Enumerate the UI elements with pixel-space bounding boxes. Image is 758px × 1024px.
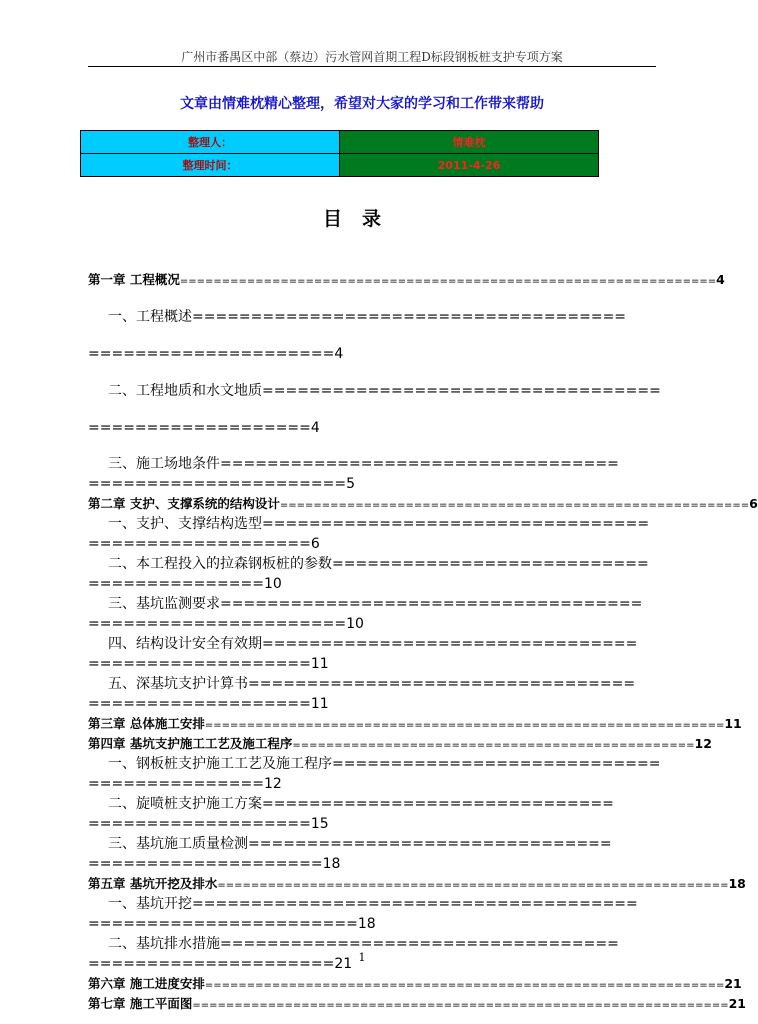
toc-section-2-1-cont — [88, 534, 658, 554]
toc-leader: ===================== — [88, 956, 335, 972]
toc-leader: ================================================ — [292, 740, 695, 751]
toc-page: 10 — [346, 616, 364, 632]
toc-section-4-3[interactable] — [88, 834, 658, 854]
toc-leader: ============================================================== — [204, 980, 725, 991]
toc-page: 10 — [263, 576, 282, 592]
toc-section-2-3[interactable] — [88, 594, 658, 614]
toc-leader: =================== — [88, 696, 311, 712]
toc-entry-title: 三、基坑监测要求 — [108, 596, 220, 612]
toc-entry-title: 一、支护、支撑结构选型 — [108, 516, 262, 532]
toc-page: 5 — [346, 476, 355, 492]
toc-section-2-1[interactable] — [88, 514, 658, 534]
toc-section-2-5-cont — [88, 694, 658, 714]
toc-section-4-3-cont — [88, 854, 658, 874]
toc-section-1-3-cont — [88, 474, 658, 494]
table-row — [81, 131, 599, 154]
toc-leader: =================== — [88, 656, 311, 672]
toc-leader: ==================== — [88, 856, 323, 872]
toc-chapter-6[interactable] — [88, 974, 742, 994]
page-number: 1 — [358, 951, 366, 964]
toc-entry-title: 一、钢板桩支护施工工艺及施工程序 — [108, 756, 332, 772]
toc-entry-title: 二、旋喷桩支护施工方案 — [108, 796, 262, 812]
toc-section-4-2[interactable] — [88, 794, 658, 814]
toc-section-5-1-cont — [88, 914, 658, 934]
toc-leader: ======================= — [88, 916, 358, 932]
toc-chapter-1[interactable] — [88, 270, 725, 290]
toc-page: 12 — [694, 736, 712, 751]
toc-page: 18 — [357, 916, 376, 932]
toc-chapter-2[interactable] — [88, 494, 758, 514]
toc-section-1-3[interactable] — [88, 454, 658, 474]
toc-entry-title: 三、施工场地条件 — [108, 456, 220, 472]
toc-leader: ================================================================ — [192, 1000, 729, 1011]
compiler-value: 情难枕 — [340, 131, 599, 154]
toc-entry-title: 第二章 支护、支撑系统的结构设计 — [88, 496, 280, 511]
toc-leader: ============================================================== — [204, 720, 725, 731]
toc-leader: ============================== — [262, 796, 614, 812]
toc-section-1-1-cont — [88, 344, 658, 364]
toc-section-2-5[interactable] — [88, 674, 658, 694]
toc-page: 15 — [310, 816, 329, 832]
toc-section-1-2[interactable] — [88, 381, 661, 401]
toc-entry-title: 四、结构设计安全有效期 — [108, 636, 262, 652]
table-of-contents — [88, 270, 758, 1014]
toc-leader: ================================ — [262, 636, 638, 652]
toc-entry-title: 一、工程概述 — [108, 309, 192, 325]
toc-section-4-1-cont — [88, 774, 658, 794]
compiler-label: 整理人： — [81, 131, 340, 154]
toc-section-1-1[interactable] — [88, 307, 658, 327]
toc-page: 11 — [310, 656, 329, 672]
info-table — [80, 130, 599, 177]
toc-entry-title: 第七章 施工平面图 — [88, 996, 193, 1011]
toc-page: 6 — [310, 536, 320, 552]
toc-page: 6 — [749, 496, 758, 511]
toc-page: 18 — [322, 856, 341, 872]
toc-entry-title: 五、深基坑支护计算书 — [108, 676, 248, 692]
toc-page: 21 — [334, 956, 353, 972]
toc-leader: ====================================== — [192, 896, 638, 912]
toc-page: 11 — [310, 696, 329, 712]
toc-leader: =========================== — [332, 556, 649, 572]
toc-entry-title: 三、基坑施工质量检测 — [108, 836, 248, 852]
toc-leader: =============== — [88, 776, 264, 792]
toc-entry-title: 一、基坑开挖 — [108, 896, 192, 912]
toc-leader: =================== — [88, 816, 311, 832]
toc-leader: =================== — [88, 536, 311, 552]
toc-page: 12 — [263, 776, 282, 792]
toc-chapter-5[interactable] — [88, 874, 746, 894]
toc-entry-title: 第五章 基坑开挖及排水 — [88, 876, 218, 891]
toc-leader: =================== — [88, 420, 311, 436]
header-rule — [88, 66, 656, 67]
toc-page: 4 — [310, 420, 320, 436]
toc-page: 18 — [728, 876, 746, 891]
toc-page: 21 — [724, 976, 742, 991]
toc-leader: ================================== — [262, 383, 661, 399]
toc-leader: ====================== — [88, 616, 347, 632]
toc-chapter-3[interactable] — [88, 714, 742, 734]
toc-section-2-2-cont — [88, 574, 658, 594]
toc-entry-title: 第六章 施工进度安排 — [88, 976, 205, 991]
toc-entry-title: 二、本工程投入的拉森钢板桩的参数 — [108, 556, 332, 572]
toc-chapter-7[interactable] — [88, 994, 747, 1014]
toc-leader: ============================================================= — [217, 880, 729, 891]
toc-leader: =============== — [88, 576, 264, 592]
toc-leader: ======================================================== — [279, 500, 750, 511]
toc-leader: ================================= — [262, 516, 650, 532]
toc-entry-title: 第三章 总体施工安排 — [88, 716, 205, 731]
toc-leader: ==================================== — [220, 596, 643, 612]
toc-leader: ============================ — [332, 756, 661, 772]
toc-leader: ===================================== — [192, 309, 627, 325]
toc-section-2-2[interactable] — [88, 554, 658, 574]
toc-leader: =============================== — [248, 836, 612, 852]
toc-leader: ====================== — [88, 476, 347, 492]
toc-section-5-1[interactable] — [88, 894, 658, 914]
running-header: 广州市番禺区中部（蔡边）污水管网首期工程D标段钢板桩支护专项方案 — [181, 50, 563, 64]
toc-section-2-4-cont — [88, 654, 658, 674]
toc-entry-title: 第四章 基坑支护施工工艺及施工程序 — [88, 736, 293, 751]
toc-page: 4 — [334, 346, 344, 362]
notice-text: 文章由情难枕精心整理，希望对大家的学习和工作带来帮助 — [180, 96, 544, 112]
toc-section-1-2-cont — [88, 418, 658, 438]
toc-leader: ===================== — [88, 346, 335, 362]
toc-leader: ================================= — [248, 676, 636, 692]
table-row — [81, 154, 599, 177]
date-label: 整理时间： — [81, 154, 340, 177]
toc-leader: ================================== — [220, 456, 619, 472]
toc-leader: ================================================================ — [179, 276, 717, 287]
toc-entry-title: 二、基坑排水措施 — [108, 936, 220, 952]
toc-section-2-3-cont — [88, 614, 658, 634]
toc-leader: ================================== — [220, 936, 619, 952]
toc-page: 4 — [716, 272, 725, 287]
toc-section-4-2-cont — [88, 814, 658, 834]
toc-section-2-4[interactable] — [88, 634, 658, 654]
toc-page: 11 — [724, 716, 742, 731]
toc-page: 21 — [728, 996, 747, 1011]
toc-section-4-1[interactable] — [88, 754, 661, 774]
toc-title: 目录 — [322, 208, 401, 230]
toc-entry-title: 二、工程地质和水文地质 — [108, 383, 262, 399]
date-value: 2011-4-26 — [340, 154, 599, 177]
toc-chapter-4[interactable] — [88, 734, 712, 754]
toc-entry-title: 第一章 工程概况 — [88, 272, 180, 287]
